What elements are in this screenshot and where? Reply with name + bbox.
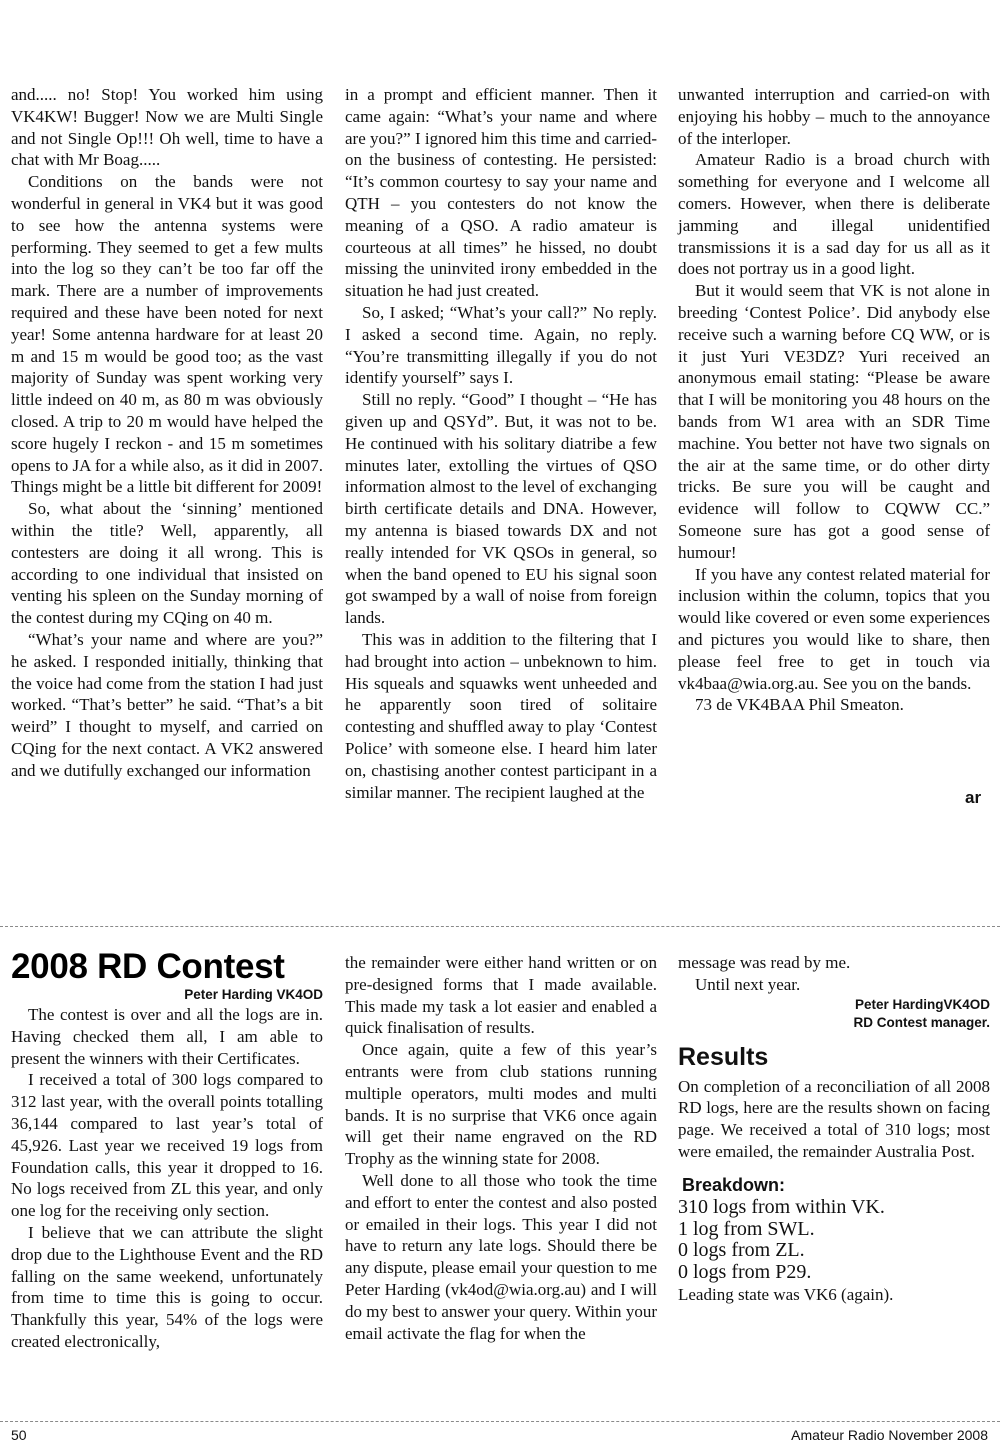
paragraph: message was read by me. (678, 953, 851, 972)
top-article-column-1 (11, 84, 323, 782)
paragraph: But it would seem that VK is not alone in breeding ‘Contest Police’. Did anybody else receive such a warning before CQ WW, or is it just Yuri VE3DZ? Yuri received an anonymous email stating: “Please be aware that I will be monitoring you 48 hours on the bands from W1 area with an SDR Time machine. You better not have two signals on the air at the same time, or do other dirty tricks. Be sure you will be caught and evidence will follow to CQWW CC.” Someone sure has got a good sense of humour! (678, 281, 990, 562)
manager-role: RD Contest manager. (853, 1014, 990, 1030)
paragraph: If you have any contest related material for inclusion within the column, topics that you would like covered or even some experiences and pictures you would like to share, then please feel free to get in touch via vk4baa@wia.org.au. See you on the bands. (678, 564, 990, 693)
list-item: 0 logs from P29. (678, 1261, 812, 1284)
top-article-column-2 (345, 84, 657, 803)
paragraph: So, I asked; “What’s your call?” No reply. I asked a second time. Again, no reply. “You’re transmitting illegally if you do not identify yourself” says I. (345, 302, 657, 388)
list-item: 310 logs from within VK. (678, 1195, 885, 1218)
publication-footer: Amateur Radio November 2008 (791, 1427, 988, 1443)
paragraph: Until next year. (695, 974, 801, 994)
results-heading: Results (678, 1042, 769, 1071)
paragraph: unwanted interruption and carried-on with enjoying his hobby – much to the annoyance of the interloper. (678, 85, 990, 148)
rd-article-column-2 (345, 952, 657, 1344)
breakdown-heading: Breakdown: (682, 1174, 786, 1195)
list-item: 1 log from SWL. (678, 1217, 815, 1240)
article-byline: Peter Harding VK4OD (184, 987, 323, 1002)
paragraph: in a prompt and efficient manner. Then it came again: “What’s your name and where are you?” I ignored him this time and carried-on the business of contesting. He persisted: “It’s common courtesy to say your name and QTH – you contesters do not know the meaning of a QSO. A radio amateur is courteous at all times” he hissed, no doubt missing the uninvited irony embedded in the situation he had just created. (345, 85, 657, 301)
article-end-mark: ar (965, 788, 982, 807)
paragraph: On completion of a reconciliation of all 2008 RD logs, here are the results shown on facing page. We received a total of 310 logs; most were emailed, the remainder Australia Post. (678, 1076, 990, 1161)
paragraph: I believe that we can attribute the slight drop due to the Lighthouse Event and the RD falling on the same weekend, unfortunately from time to time this is going to occur. Thankfully this year, 54% of the logs were created electronically, (11, 1222, 323, 1351)
paragraph: and..... no! Stop! You worked him using VK4KW! Bugger! Now we are Multi Single and not Single Op!!! Oh well, time to have a chat with Mr Boag..... (11, 85, 323, 170)
footer-divider (0, 1421, 1000, 1422)
paragraph: Still no reply. “Good” I thought – “He has given up and QSYd”. But, it was not to be. He continued with his solitary diatribe a few minutes later, extolling the virtues of QSO information almost to the level of exchanging birth certificate details and DNA. However, my antenna is biased towards DX and not really intended for VK QSOs in general, so when the band opened to EU his signal soon got swamped by a wall of noise from foreign lands. (345, 390, 657, 628)
paragraph: The contest is over and all the logs are in. Having checked them all, I am able to present the winners with their Certificates. (11, 1005, 323, 1068)
paragraph: the remainder were either hand written or on pre-designed forms that I made available. This made my task a lot easier and enabled a quick finalisation of results. (345, 953, 657, 1038)
paragraph: Once again, quite a few of this year’s entrants were from club stations running multiple operators, multi modes and multi bands. It is no surprise that VK6 once again will get their name engraved on the RD Trophy as the winning state for 2008. (345, 1040, 657, 1169)
rd-article-column-1 (11, 986, 323, 1353)
section-divider (0, 926, 1000, 927)
article-title: 2008 RD Contest (11, 947, 285, 986)
paragraph: Amateur Radio is a broad church with something for everyone and I welcome all comers. However, when there is deliberate jamming and illegal unidentified transmissions it is a sad day for us all as it does not portray us in a good light. (678, 150, 990, 279)
author-signature: 73 de VK4BAA Phil Smeaton. (695, 695, 904, 715)
leading-state: Leading state was VK6 (again). (678, 1284, 894, 1304)
paragraph: I received a total of 300 logs compared to 312 last year, with the overall points totalling 36,144 compared to last year’s total of 45,926. Last year we received 19 logs from Foundation calls, this year it dropped to 16. No logs received from ZL this year, and only one log for the receiving only section. (11, 1070, 323, 1221)
page-number: 50 (11, 1427, 27, 1443)
paragraph: “What’s your name and where are you?” he asked. I responded initially, thinking that the voice had come from the station I had just worked. “That’s better” he said. “That’s a bit weird” I thought to myself, and carried on CQing for the next contact. A VK2 answered and we dutifully exchanged our information (11, 629, 323, 780)
manager-name: Peter HardingVK4OD (854, 996, 990, 1012)
paragraph: Conditions on the bands were not wonderful in general in VK4 but it was good to see how the antenna systems were performing. They seemed to get a few mults into the log so they can’t be too far off the mark. There are a number of improvements required and these have been noted for next year! Some antenna hardware for at least 20 m and 15 m would be good too; as the vast majority of Sunday was spent working very little indeed on 40 m, as 80 m was obviously closed. A trip to 20 m would have helped the score hugely I reckon - and 15 m sometimes opens to JA for a while also, as it did in 2007. Things might be a little bit different for 2009! (11, 172, 323, 497)
breakdown-list (678, 1197, 990, 1284)
top-article-column-3 (678, 84, 990, 716)
paragraph: Well done to all those who took the time and effort to enter the contest and also posted or emailed in their logs. This year I did not have to return any late logs. Should there be any dispute, please email your question to me Peter Harding (vk4od@wia.org.au) and I will do my best to answer your query. Within your email activate the flag for when the (345, 1170, 657, 1343)
paragraph: This was in addition to the filtering that I had brought into action – unbeknown to him. His squeals and squawks went unheeded and he apparently soon tired of solitaire contesting and shuffled away to play ‘Contest Police’ with someone else. I heard him later on, chastising another contest participant in a similar manner. The recipient laughed at the (345, 629, 657, 802)
list-item: 0 logs from ZL. (678, 1239, 805, 1262)
paragraph: So, what about the ‘sinning’ mentioned within the title? Well, apparently, all contesters are doing it all wrong. This is according to one individual that insisted on venting his spleen on the Sunday morning of the contest during my CQing on 40 m. (11, 499, 323, 628)
rd-article-column-3 (678, 952, 990, 1306)
